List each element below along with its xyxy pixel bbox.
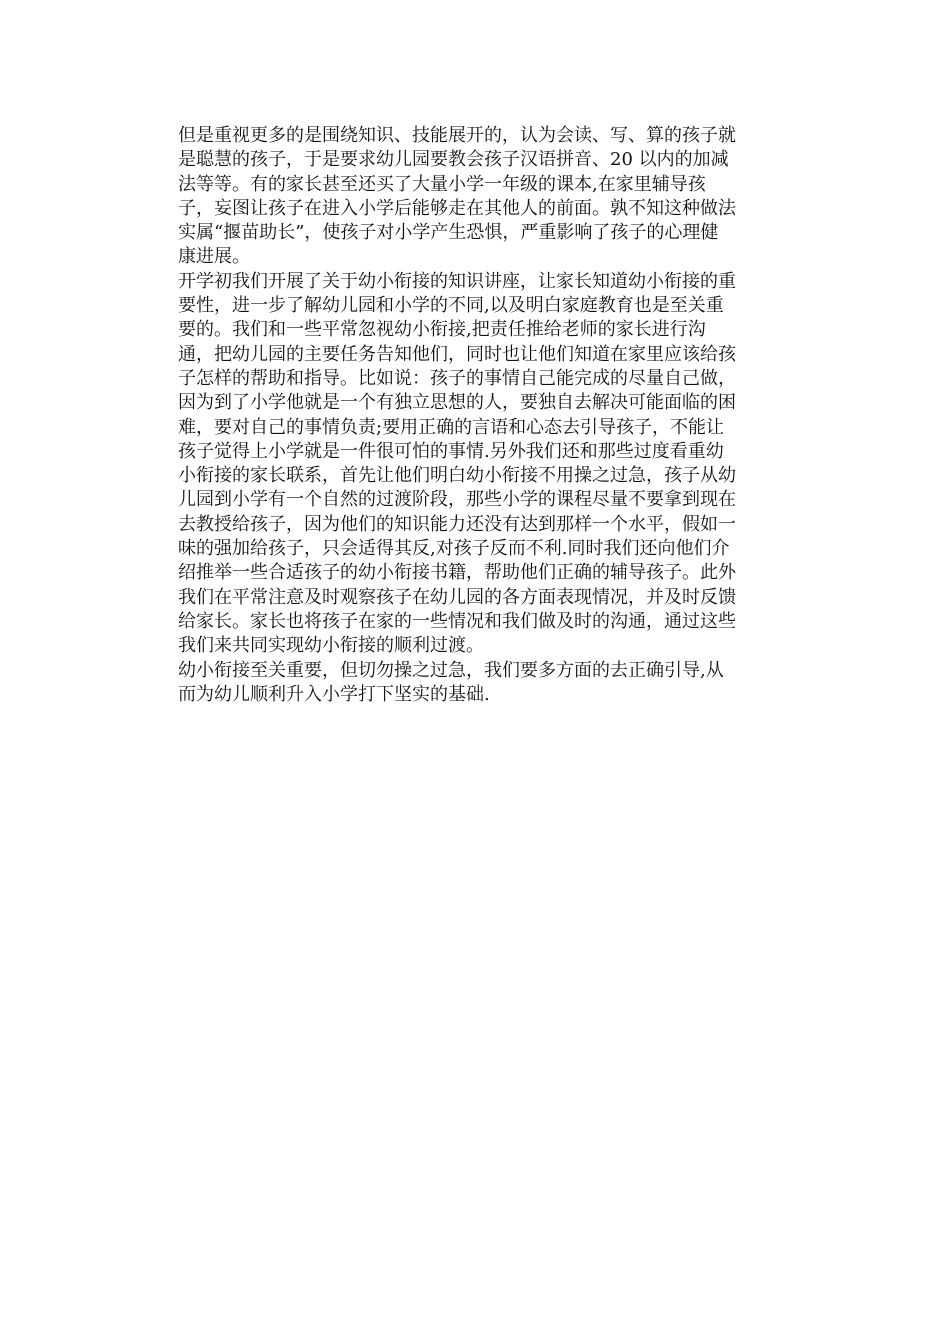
text-line: 是聪慧的孩子，于是要求幼儿园要教会孩子汉语拼音、20 以内的加减 — [178, 149, 729, 171]
text-line: 要性，进一步了解幼儿园和小学的不同,以及明白家庭教育也是至关重 — [178, 295, 724, 317]
text-line: 小衔接的家长联系，首先让他们明白幼小衔接不用操之过急，孩子从幼 — [178, 465, 736, 487]
text-line: 我们来共同实现幼小衔接的顺利过渡。 — [178, 635, 484, 657]
text-line: 我们在平常注意及时观察孩子在幼儿园的各方面表现情况，并及时反馈 — [178, 586, 736, 608]
text-line: 味的强加给孩子，只会适得其反,对孩子反而不利.同时我们还向他们介 — [178, 538, 730, 560]
text-line: 因为到了小学他就是一个有独立思想的人，要独自去解决可能面临的困 — [178, 392, 736, 414]
text-line: 通，把幼儿园的主要任务告知他们，同时也让他们知道在家里应该给孩 — [178, 343, 736, 365]
text-line: 子，妄图让孩子在进入小学后能够走在其他人的前面。孰不知这种做法 — [178, 197, 736, 219]
text-line: 孩子觉得上小学就是一件很可怕的事情.另外我们还和那些过度看重幼 — [178, 440, 724, 462]
text-line: 要的。我们和一些平常忽视幼小衔接,把责任推给老师的家长进行沟 — [178, 319, 706, 341]
text-line: 康进展。 — [178, 246, 250, 268]
text-line: 给家长。家长也将孩子在家的一些情况和我们做及时的沟通，通过这些 — [178, 610, 736, 632]
text-line: 法等等。有的家长甚至还买了大量小学一年级的课本,在家里辅导孩 — [178, 173, 706, 195]
body-text — [178, 124, 774, 707]
text-line: 但是重视更多的是围绕知识、技能展开的，认为会读、写、算的孩子就 — [178, 125, 736, 146]
text-line: 而为幼儿顺利升入小学打下坚实的基础. — [178, 683, 490, 705]
text-line: 去教授给孩子，因为他们的知识能力还没有达到那样一个水平，假如一 — [178, 513, 736, 535]
text-line: 儿园到小学有一个自然的过渡阶段，那些小学的课程尽量不要拿到现在 — [178, 489, 736, 511]
text-line: 实属“揠苗助长”，使孩子对小学产生恐惧，严重影响了孩子的心理健 — [178, 222, 719, 244]
text-line: 难，要对自己的事情负责;要用正确的言语和心态去引导孩子，不能让 — [178, 416, 725, 438]
text-line: 子怎样的帮助和指导。比如说：孩子的事情自己能完成的尽量自己做， — [178, 367, 736, 389]
text-line: 幼小衔接至关重要，但切勿操之过急，我们要多方面的去正确引导,从 — [178, 659, 724, 681]
text-line: 开学初我们开展了关于幼小衔接的知识讲座，让家长知道幼小衔接的重 — [178, 270, 736, 292]
text-line: 绍推举一些合适孩子的幼小衔接书籍，帮助他们正确的辅导孩子。此外 — [178, 562, 736, 584]
